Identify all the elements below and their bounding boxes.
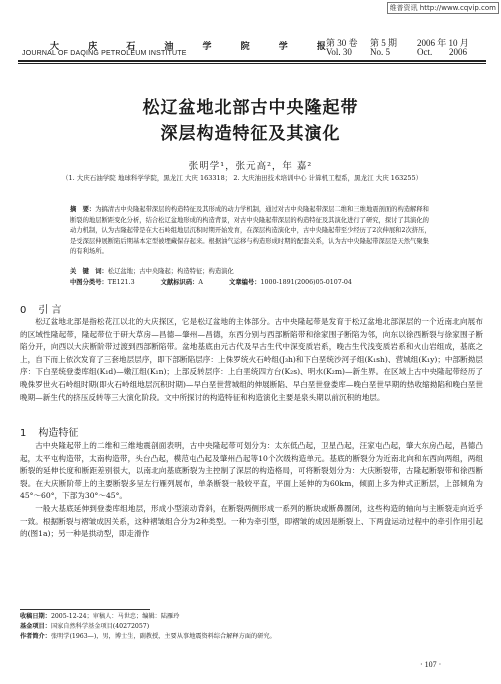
volume-en: Vol. 30	[326, 47, 352, 57]
classification	[70, 277, 450, 286]
footnote-received	[20, 612, 480, 622]
journal-name-cn: 大 庆 石 油 学 院 学 报	[50, 42, 339, 52]
header-rule-thin	[18, 63, 486, 64]
fund-value: 国家自然科学基金项目(40272057)	[50, 623, 150, 630]
watermark: 维普资讯 http://www.cqvip.com	[387, 2, 499, 14]
section-heading-structure	[20, 424, 90, 439]
abstract	[70, 205, 432, 258]
abstract-label: 摘 要：	[70, 206, 96, 213]
structure-paragraph-2: 一般大基底延伸到登娄库组地层，形成小型滚动背斜，在断裂两侧形成一系列的断块或断鼻圈闭，这些构造的轴向与主断裂走向近乎一致。根据断裂与褶皱成因关系，这种褶皱组合分为2种类型。一种为牵引型，即褶皱的成因是断裂上、下两盘运动过程中的牵引作用引起的(图1a)；另一种是拱动型，即走滑作	[20, 503, 483, 539]
issue-en: No. 5	[370, 47, 390, 57]
fund-label: 基金项目：	[20, 623, 51, 630]
article-number-value: 1000-1891(2006)05-0107-04	[260, 279, 352, 286]
author-bio-label: 作者简介：	[20, 633, 51, 640]
clc-label: 中图分类号：	[70, 279, 108, 286]
abstract-text: 为搞清古中央隆起带深层的构造特征及其形成的动力学机制，通过对古中央隆起带深层二维和三维地震剖面的构造解释和断裂的地层断距变化分析，结合松辽盆地形成的构造背景，对古中央隆起带深层的构造特征及其演化进行了研究，探讨了其演化的动力机制，认为古隆起带是在大石岭组地层沉积时期开始发育，在深层构造演化中，古中央隆起带至少经历了2次伸展和2次挤压，是受深层伸展断陷后期基本定型被埋藏保存起来。根据油气运移与构造形成时期的配套关系，认为古中央隆起带深层是天然气聚集的有利场所。	[70, 206, 431, 256]
section-title: 构造特征	[38, 428, 79, 439]
structure-paragraph-1: 古中央隆起带上的二维和三维地震剖面表明，古中央隆起带可划分为：太东低凸起，卫星凸起，汪家屯凸起，肇大东房凸起，昌德凸起，太平屯构造带，太南构造带，头台凸起，模范屯凸起及肇州凸起等10个次级构造单元。基底的断裂分为近南北向和东西向两组，两组断裂的延伸长度和断距差别很大，以南北向基底断裂为主控制了深层的构造格局，可将断裂划分为：大庆断裂带，古隆起断裂带和徐西断裂。在大庆断阶带上的主要断裂多呈左行雁列展布，单条断裂一般较平直，平面上延伸的为60km，倾面上多为伸式正断层，上部倾角为45°～60°，下部为30°～45°。	[20, 441, 483, 501]
author-list: 张明学¹，张元高²，年 嘉²	[188, 161, 313, 172]
section-heading-intro	[20, 301, 74, 316]
footnote-fund	[20, 622, 480, 632]
footnote	[20, 612, 480, 642]
section-title: 引 言	[38, 305, 62, 316]
keywords	[70, 266, 450, 275]
paper-title-line2: 深层构造特征及其演化	[160, 124, 341, 144]
section-number: 0	[20, 305, 27, 316]
keywords-label: 关 键 词：	[70, 268, 108, 275]
page-number: · 107 ·	[420, 660, 442, 669]
keywords-text: 松辽盆地；古中央隆起；构造特征；构造演化	[107, 268, 234, 275]
doc-code-label: 文献标识码：	[160, 279, 199, 286]
journal-name-en: JOURNAL OF DAQING PETROLEUM INSTITUTE	[22, 50, 187, 57]
article-number-label: 文章编号：	[229, 279, 261, 286]
volume-cn: 第 30 卷	[326, 38, 358, 48]
doc-code-value: A	[198, 279, 203, 286]
month-en: Oct.	[417, 47, 433, 57]
date-cn: 2006 年 10 月	[417, 38, 469, 48]
issue-cn: 第 5 期	[370, 38, 398, 48]
footnote-rule	[20, 609, 150, 610]
received-label: 收稿日期：	[20, 613, 51, 620]
footnote-author	[20, 632, 480, 642]
intro-body	[20, 316, 483, 404]
year-en: 2006	[449, 47, 467, 57]
structure-body	[20, 440, 483, 541]
received-value: 2005-12-24；审稿人：马世忠；编辑：陆雁玲	[50, 613, 180, 620]
paper-title-line1: 松辽盆地北部古中央隆起带	[142, 98, 359, 118]
header-rule-thick	[18, 60, 486, 62]
affiliation: （1. 大庆石油学院 地球科学学院，黑龙江 大庆 163318； 2. 大庆油田技术培训中心 计算机工程系，黑龙江 大庆 163255）	[62, 174, 423, 182]
section-number: 1	[20, 428, 27, 439]
intro-paragraph: 松辽盆地北部是指松花江以北的大庆探区，它是松辽盆地的主体部分。古中央隆起带是发育于松辽盆地北部深层的一个近南北向展布的区域性隆起带，隆起带位于研大草房—昌德—肇州—昌德，东西分别与西部断陷带和徐家围子断陷为邻，向东以徐西断裂与徐家围子断陷分开，向西以大庆断阶带过渡到西部断陷带。盆地基底由元古代及早古生代中深变质岩系，晚古生代浅变质岩系和火山岩组成，基底之上，自下而上依次发育了三套地层层序，即下部断陷层序：上侏罗统火石岭组(J₃h)和下白垩统沙河子组(K₁sh)、营城组(K₁y)；中部断拗层序：下白垩统登娄库组(K₁d)—嫩江组(K₁n)；上部反转层序：上白垩统四方台(K₂s)、明水(K₂m)—新生界。在区域上古中央隆起带经历了晚侏罗世火石岭组时期(即火石岭组地层沉积时期)—早白垩世营城组的伸展断陷、早白垩世登娄库—晚白垩世早期的热收缩拗陷和晚白垩世晚期—新生代的挤压反转等三大演化阶段。文中所探讨的构造特征和构造演化主要是泉头期以前沉积的地层。	[20, 317, 483, 402]
author-bio-value: 张明学(1963—)，男，博士生，副教授，主要从事地震资料综合解释方面的研究。	[50, 633, 276, 640]
clc-value: TE121.3	[107, 279, 135, 286]
